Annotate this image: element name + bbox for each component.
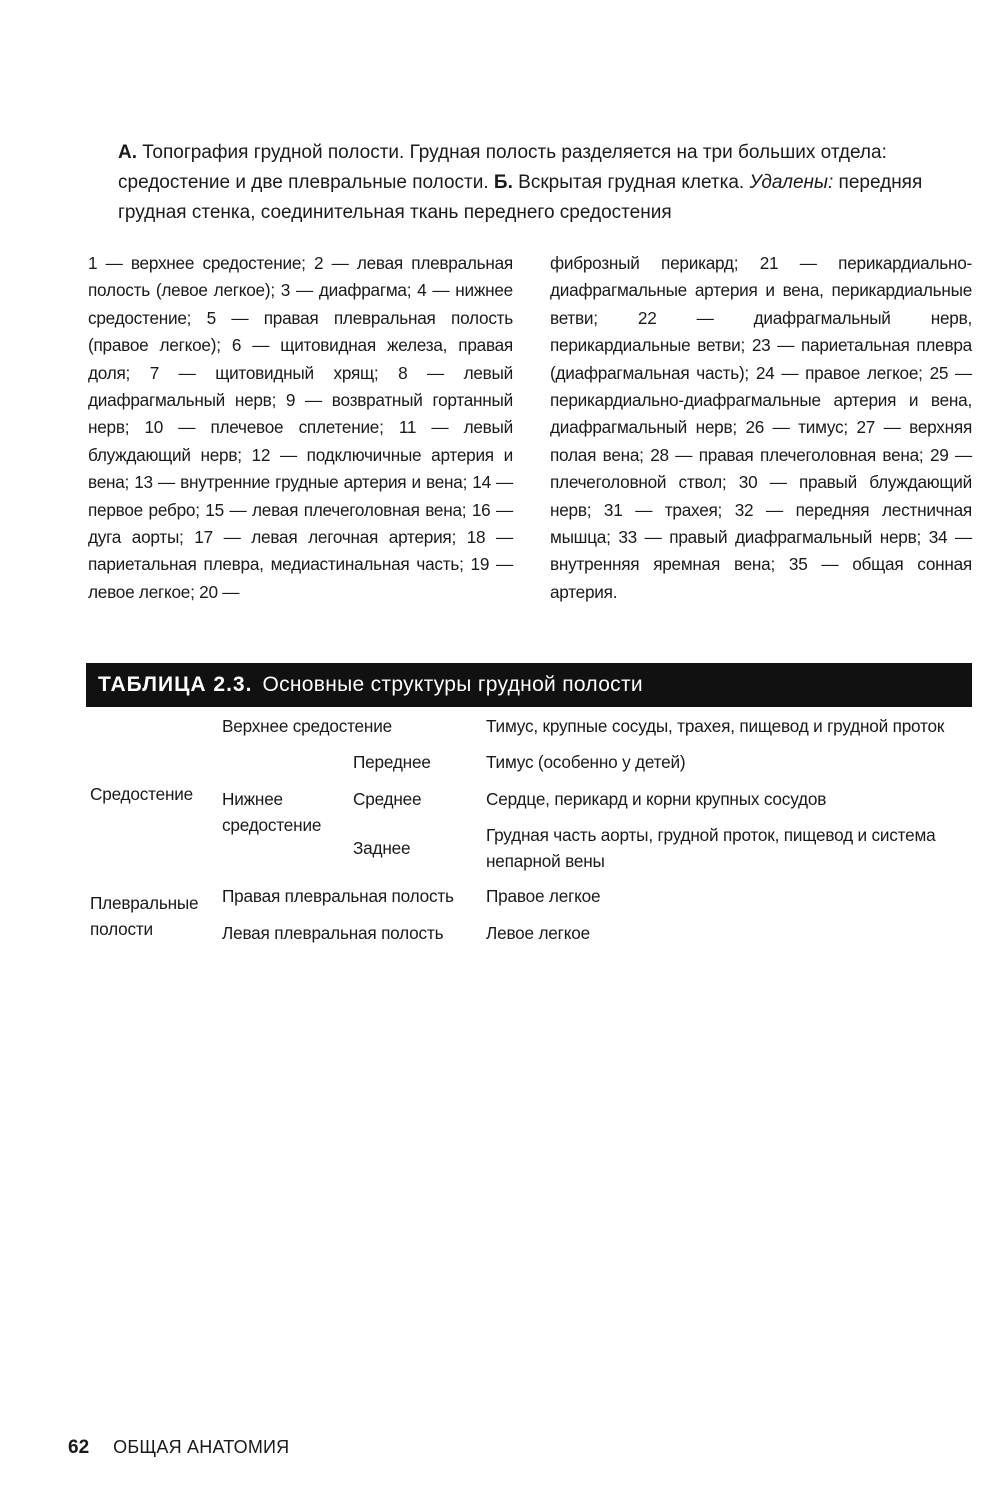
caption-removed-text: передняя грудная стенка, соединительная ткань переднего средостения bbox=[118, 172, 923, 223]
page-number: 62 bbox=[68, 1437, 90, 1458]
legend-column-left: 1 — верхнее средостение; 2 — левая плевральная полость (левое легкое); 3 — диафрагма; 4 — нижнее средостение; 5 — правая плевральная полость (правое легкое); 6 — щитовидная железа, правая доля; 7 — щитовидный хрящ; 8 — левый диафрагмальный нерв; 9 — возвратный гортанный нерв; 10 — плечевое сплетение; 11 — левый блуждающий нерв; 12 — подключичные артерия и вена; 13 — внутренние грудные артерия и вена; 14 — первое ребро; 15 — левая плечеголовная вена; 16 — дуга аорты; 17 — левая легочная артерия; 18 — париетальная плевра, медиастинальная часть; 19 — левое легкое; 20 — bbox=[88, 253, 513, 602]
table-cell-posterior: Заднее bbox=[353, 838, 411, 858]
table-cell-middle: Среднее bbox=[353, 789, 422, 809]
caption-b-text: Вскрытая грудная клетка. bbox=[518, 172, 745, 193]
caption-b-label: Б. bbox=[493, 172, 513, 193]
table-cell-superior: Верхнее средостение bbox=[222, 716, 392, 736]
caption-a-text: Топография грудной полости. Грудная полость разделяется на три больших отдела: средостение и две плевральные полости. bbox=[118, 142, 887, 193]
table-cell-superior-desc: Тимус, крупные сосуды, трахея, пищевод и грудной проток bbox=[486, 716, 945, 736]
caption-a-label: А. bbox=[118, 142, 137, 163]
page-footer bbox=[68, 1437, 289, 1459]
table-label: ТАБЛИЦА 2.3. bbox=[98, 673, 253, 696]
table-title: Основные структуры грудной полости bbox=[262, 673, 643, 696]
running-title: ОБЩАЯ АНАТОМИЯ bbox=[113, 1437, 290, 1457]
table-cell-left-desc: Левое легкое bbox=[486, 923, 590, 943]
table-cell-posterior-desc: Грудная часть аорты, грудной проток, пищевод и система непарной вены bbox=[486, 825, 936, 871]
table-header-bar bbox=[86, 663, 972, 707]
table-cell-pleural: Плевральные полости bbox=[90, 893, 199, 939]
table-cell-mediastinum: Средостение bbox=[90, 784, 194, 804]
table-cell-right-cavity: Правая плевральная полость bbox=[222, 886, 454, 906]
table-cell-right-desc: Правое легкое bbox=[486, 886, 601, 906]
table-cell-anterior-desc: Тимус (особенно у детей) bbox=[486, 752, 686, 772]
legend-column-right: фиброзный перикард; 21 — перикардиально-диафрагмальные артерия и вена, перикардиальные ветви; 22 — диафрагмальный нерв, перикардиальные ветви; 23 — париетальная плевра (диафрагмальная часть); 24 — правое легкое; 25 — перикардиально-диафрагмальные артерия и вена, диафрагмальный нерв; 26 — тимус; 27 — верхняя полая вена; 28 — правая плечеголовная вена; 29 — плечеголовной ствол; 30 — правый блуждающий нерв; 31 — трахея; 32 — передняя лестничная мышца; 33 — правый диафрагмальный нерв; 34 — внутренняя яремная вена; 35 — общая сонная артерия. bbox=[550, 253, 972, 602]
table-cell-anterior: Переднее bbox=[353, 752, 431, 772]
table-cell-inferior: Нижнее средостение bbox=[222, 789, 322, 835]
figure-caption bbox=[118, 138, 978, 228]
table-cell-middle-desc: Сердце, перикард и корни крупных сосудов bbox=[486, 789, 827, 809]
caption-removed-label: Удалены: bbox=[749, 172, 834, 193]
table-cell-left-cavity: Левая плевральная полость bbox=[222, 923, 444, 943]
